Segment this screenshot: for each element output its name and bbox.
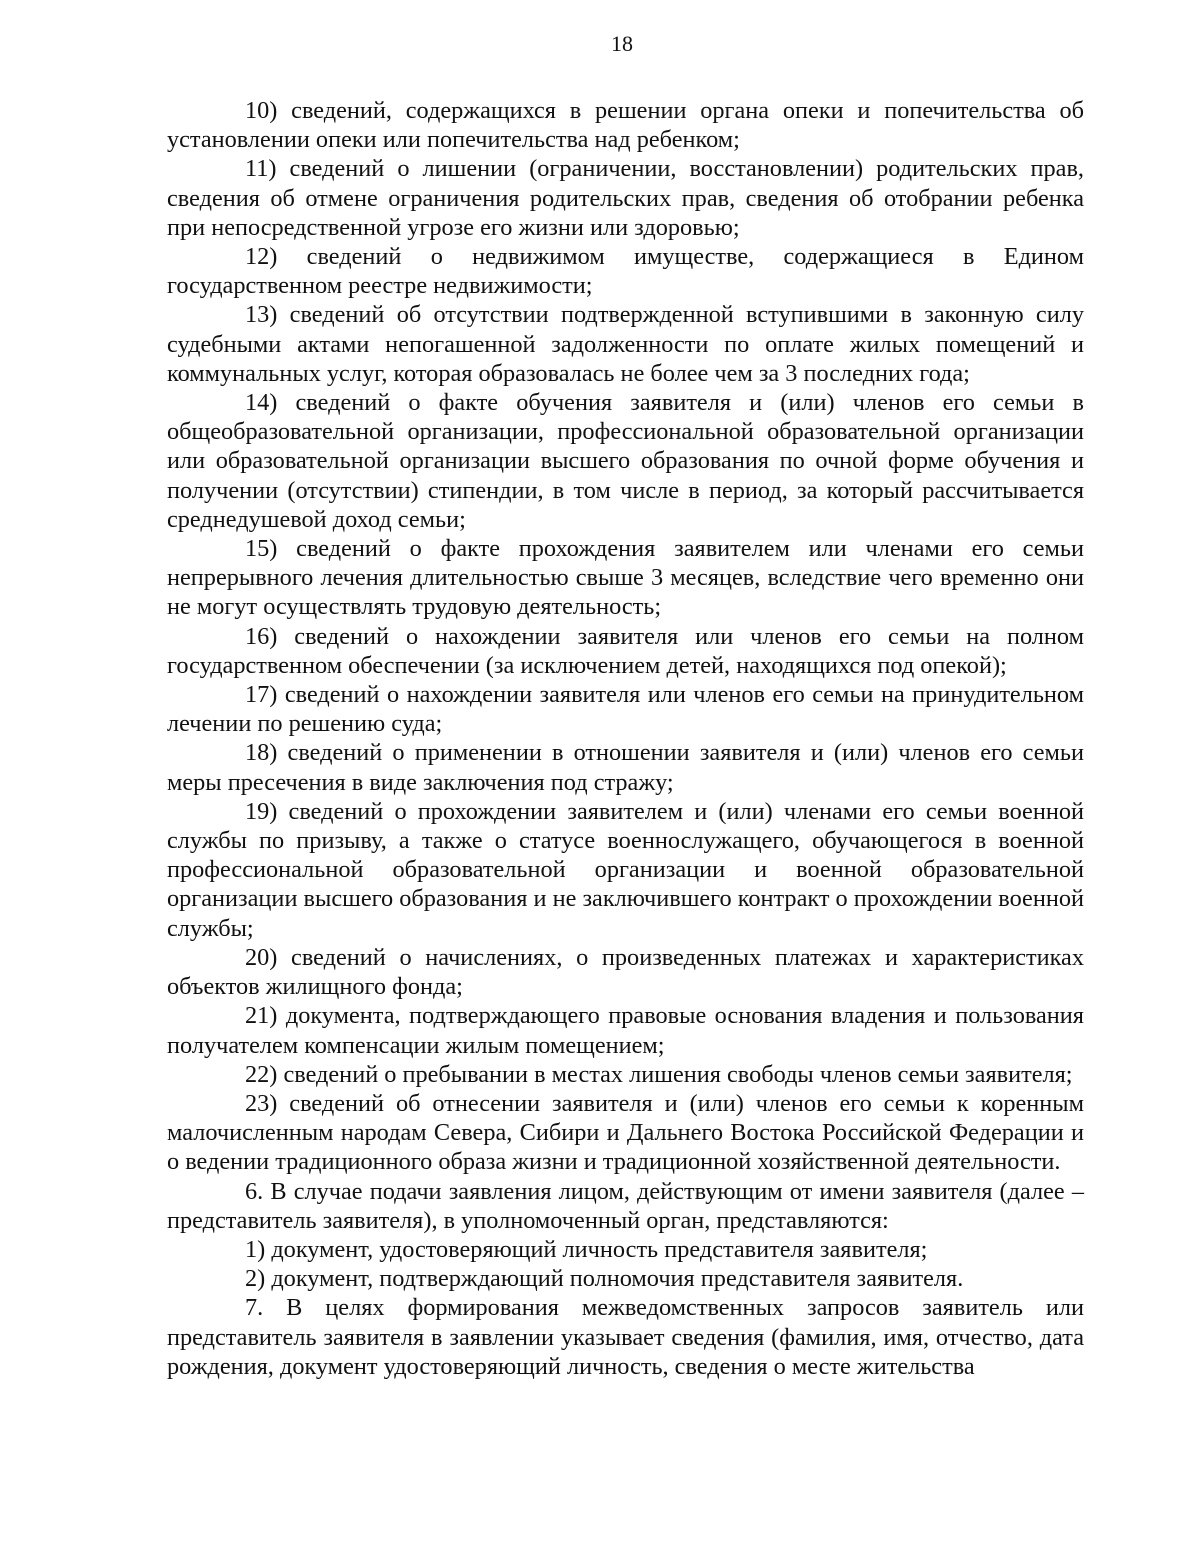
list-item-20: 20) сведений о начислениях, о произведенных платежах и характеристиках объектов жилищного фонда; bbox=[167, 943, 1084, 1001]
list-item-12: 12) сведений о недвижимом имуществе, содержащиеся в Едином государственном реестре недвижимости; bbox=[167, 243, 1084, 300]
list-item-15: 15) сведений о факте прохождения заявителем или членами его семьи непрерывного лечения длительностью свыше 3 месяцев, вследствие чего временно они не могут осуществлять трудовую деятельность; bbox=[167, 535, 1084, 621]
list-item-16: 16) сведений о нахождении заявителя или членов его семьи на полном государственном обеспечении (за исключением детей, находящихся под опекой); bbox=[167, 622, 1084, 679]
list-item-22: 22) сведений о пребывании в местах лишения свободы членов семьи заявителя; bbox=[245, 1060, 1073, 1088]
list-item-13: 13) сведений об отсутствии подтвержденной вступившими в законную силу судебными актами непогашенной задолженности по оплате жилых помещений и коммунальных услуг, которая образовалась не более чем за 3 последних года; bbox=[167, 301, 1084, 387]
section-6-paragraph: 6. В случае подачи заявления лицом, действующим от имени заявителя (далее – представитель заявителя), в уполномоченный орган, представляются: bbox=[167, 1177, 1084, 1234]
list-item-23: 23) сведений об отнесении заявителя и (или) членов его семьи к коренным малочисленным народам Севера, Сибири и Дальнего Востока Российской Федерации и о ведении традиционного образа жизни и традиционной хозяйственной деятельности. bbox=[167, 1089, 1084, 1176]
list-item-21: 21) документа, подтверждающего правовые основания владения и пользования получателем компенсации жилым помещением; bbox=[167, 1002, 1084, 1059]
list-item-11: 11) сведений о лишении (ограничении, восстановлении) родительских прав, сведения об отмене ограничения родительских прав, сведения об отобрании ребенка при непосредственной угрозе его жизни или здоровью; bbox=[167, 155, 1084, 241]
page-number: 18 bbox=[611, 31, 633, 56]
document-body bbox=[167, 96, 1084, 1381]
list-item-10: 10) сведений, содержащихся в решении органа опеки и попечительства об установлении опеки или попечительства над ребенком; bbox=[167, 97, 1084, 154]
list-item-19: 19) сведений о прохождении заявителем и (или) членами его семьи военной службы по призыву, а также о статусе военнослужащего, обучающегося в военной профессиональной образовательной организации и военной образовательной организации высшего образования и не заключившего контракт о прохождении военной службы; bbox=[167, 797, 1084, 942]
list-item-18: 18) сведений о применении в отношении заявителя и (или) членов его семьи меры пресечения в виде заключения под стражу; bbox=[167, 739, 1084, 796]
list-item-17: 17) сведений о нахождении заявителя или членов его семьи на принудительном лечении по решению суда; bbox=[167, 681, 1084, 738]
section-6-item-1: 1) документ, удостоверяющий личность представителя заявителя; bbox=[245, 1235, 928, 1263]
section-7-paragraph: 7. В целях формирования межведомственных запросов заявитель или представитель заявителя в заявлении указывает сведения (фамилия, имя, отчество, дата рождения, документ удостоверяющий личность, сведения о месте жительства bbox=[167, 1294, 1084, 1380]
list-item-14: 14) сведений о факте обучения заявителя и (или) членов его семьи в общеобразовательной организации, профессиональной образовательной организации или образовательной организации высшего образования по очной форме обучения и получении (отсутствии) стипендии, в том числе в период, за который рассчитывается среднедушевой доход семьи; bbox=[167, 389, 1084, 533]
section-6-item-2: 2) документ, подтверждающий полномочия представителя заявителя. bbox=[245, 1265, 964, 1293]
